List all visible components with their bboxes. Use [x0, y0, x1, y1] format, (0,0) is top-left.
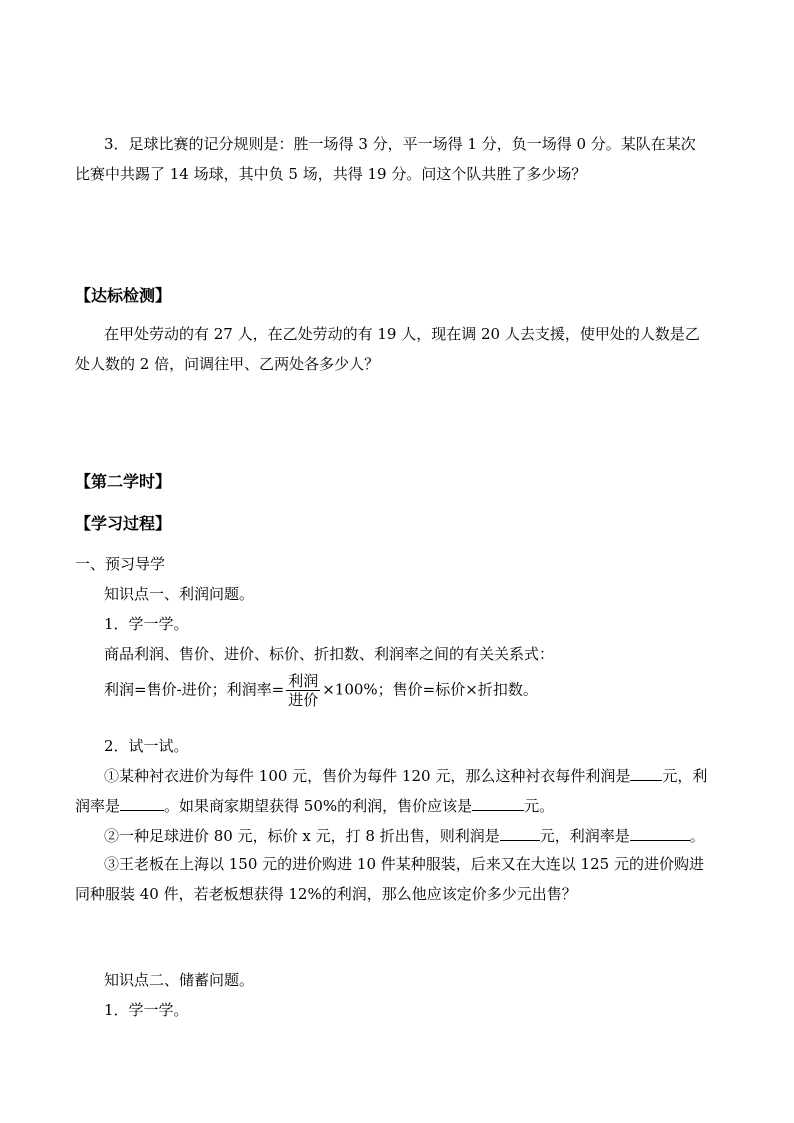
ex2-text-c: 。	[689, 827, 705, 845]
ex2-text-a: ②一种足球进价 80 元，标价 x 元，打 8 折出售，则利润是	[104, 827, 500, 845]
fraction-denominator: 进价	[288, 691, 319, 709]
ex1-text-b: 元，利	[662, 767, 708, 785]
ex1-text-c: 润率是	[75, 797, 121, 815]
ex1-price-blank[interactable]	[472, 794, 524, 811]
relation-text: 商品利润、售价、进价、标价、折扣数、利润率之间的有关关系式：	[104, 645, 555, 663]
dabiao-heading: 【达标检测】	[75, 286, 172, 305]
exercise-2	[104, 824, 705, 846]
ex2-profit-blank[interactable]	[500, 824, 540, 841]
ex1-text-e: 元。	[524, 797, 555, 815]
ex1-text-a: ①某种衬衣进价为每件 100 元，售价为每件 120 元，那么这种衬衣每件利润是	[104, 767, 631, 785]
exercise-1-line-1	[104, 764, 707, 786]
q3-line-1: 3．足球比赛的记分规则是：胜一场得 3 分，平一场得 1 分，负一场得 0 分。某队在某次	[104, 135, 696, 153]
formula-part-a: 利润=售价-进价；利润率=	[104, 680, 285, 699]
q3-line-2: 比赛中共踢了 14 场球，其中负 5 场，共得 19 分。问这个队共胜了多少场？	[75, 165, 587, 183]
ex2-rate-blank[interactable]	[630, 824, 690, 841]
preview-title: 一、预习导学	[75, 555, 166, 573]
ex1-profit-blank[interactable]	[630, 764, 662, 781]
try-step: 2．试一试。	[104, 737, 189, 755]
ex1-text-d: 。如果商家期望获得 50%的利润，售价应该是	[164, 797, 473, 815]
knowledge-point-2: 知识点二、储蓄问题。	[104, 971, 255, 989]
ex2-text-b: 元，利润率是	[539, 827, 630, 845]
formula-part-b: ×100%；售价=标价×折扣数。	[322, 680, 538, 699]
knowledge-point-1: 知识点一、利润问题。	[104, 585, 255, 603]
exercise-1-line-2	[75, 794, 554, 816]
fraction-numerator: 利润	[288, 672, 319, 690]
profit-formula	[104, 672, 538, 709]
exercise-3-line-2: 同种服装 40 件，若老板想获得 12%的利润，那么他应该定价多少元出售？	[75, 885, 577, 903]
profit-rate-fraction	[286, 672, 320, 709]
second-lesson-heading: 【第二学时】	[75, 472, 172, 491]
dabiao-line-2: 处人数的 2 倍，问调往甲、乙两处各多少人？	[75, 355, 380, 373]
exercise-3-line-1: ③王老板在上海以 150 元的进价购进 10 件某种服装，后来又在大连以 125 元的进价购进	[104, 855, 704, 873]
dabiao-line-1: 在甲处劳动的有 27 人，在乙处劳动的有 19 人，现在调 20 人去支援，使甲处的人数是乙	[104, 325, 700, 343]
learn-step: 1．学一学。	[104, 615, 189, 633]
learning-process-heading: 【学习过程】	[75, 514, 172, 533]
learn-step-2: 1．学一学。	[104, 1001, 189, 1019]
ex1-rate-blank[interactable]	[120, 794, 164, 811]
